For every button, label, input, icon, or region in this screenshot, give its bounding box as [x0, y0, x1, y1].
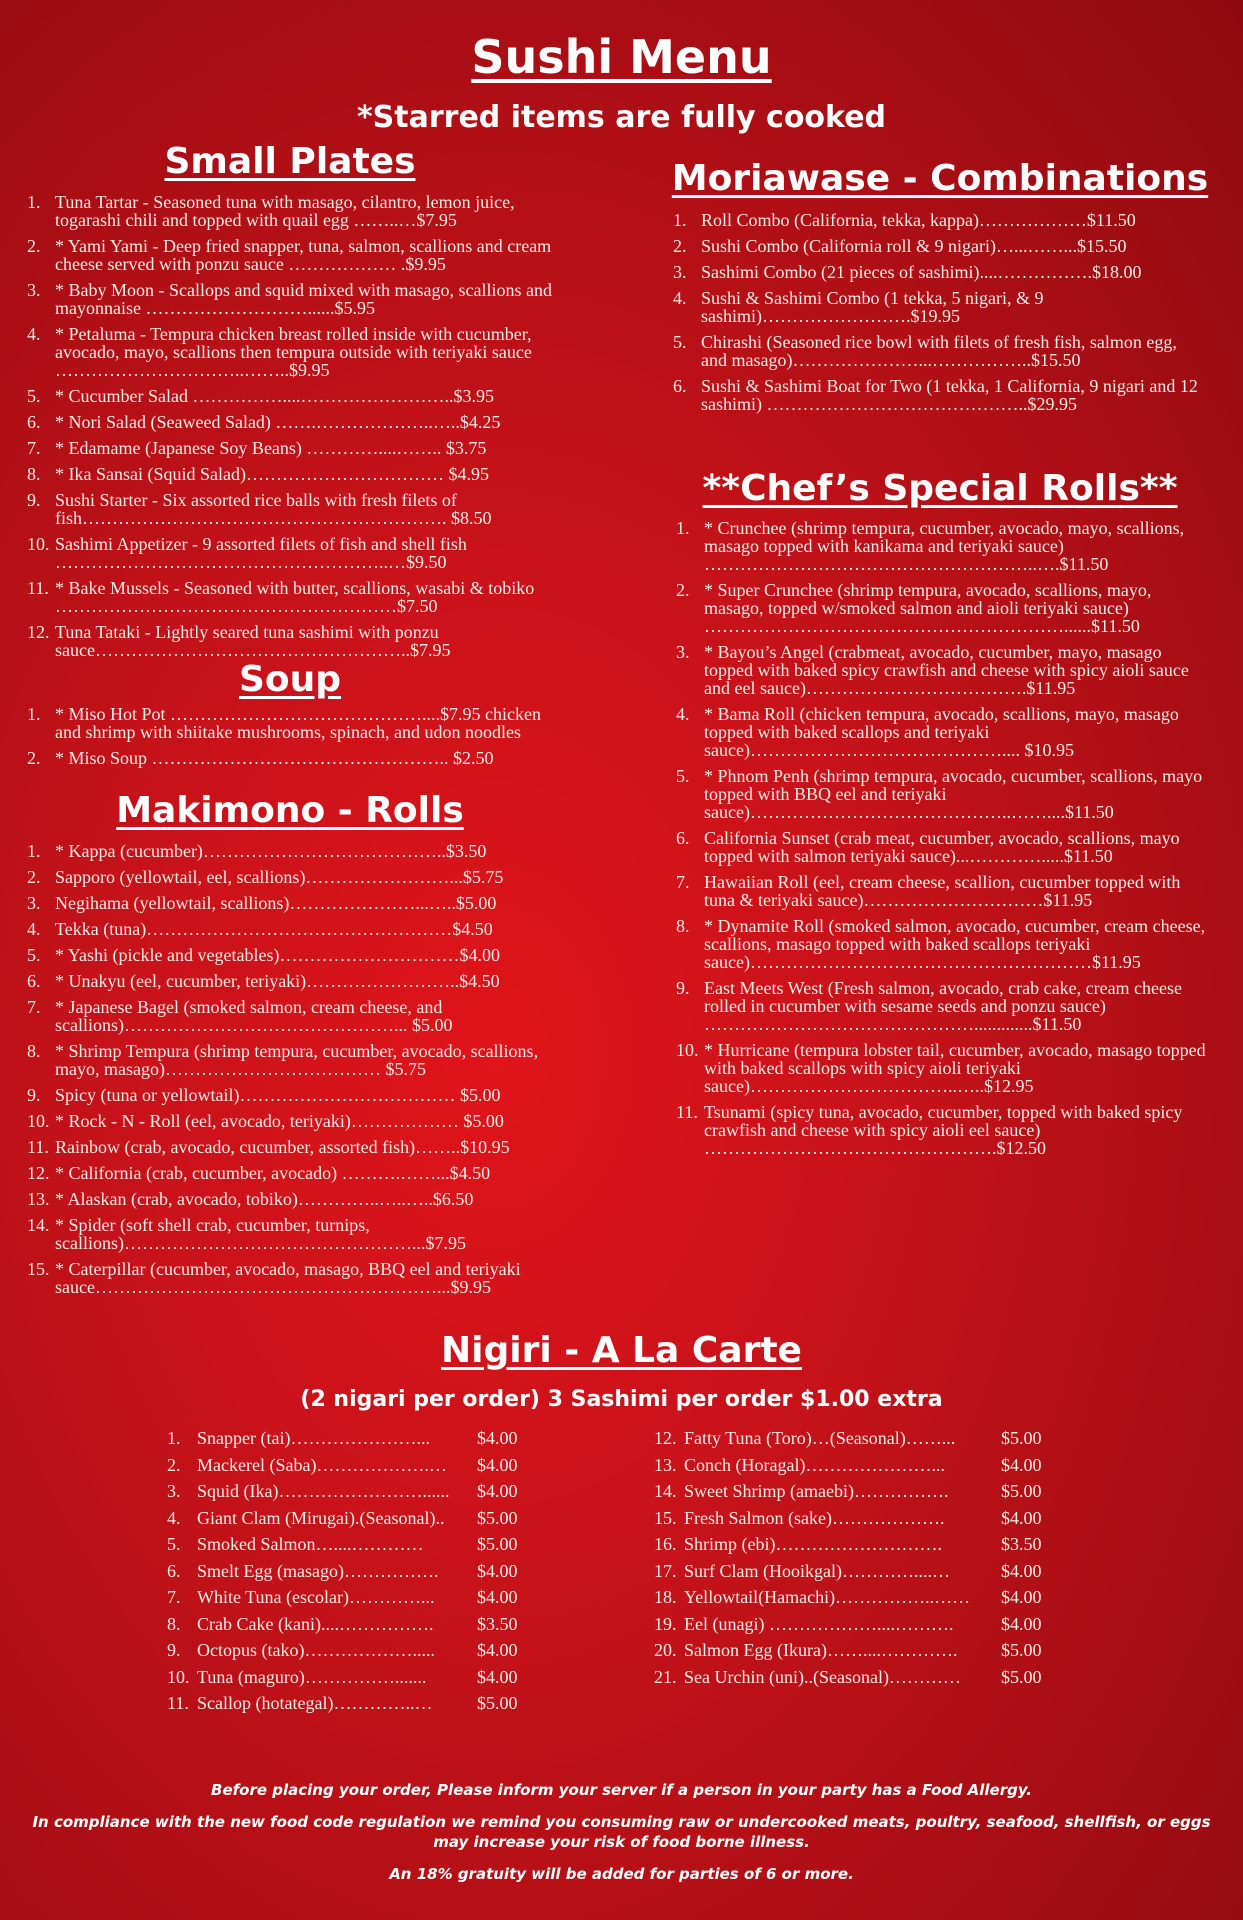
item-price: $4.00	[477, 1481, 518, 1501]
item-name: Salmon Egg (Ikura)……....………….	[684, 1640, 958, 1660]
item-number: 7.	[167, 1587, 181, 1607]
item-text: Sushi & Sashimi Combo (1 tekka, 5 nigari, & 9 sashimi)…………………….$19.95	[701, 288, 1044, 326]
item-number: 9.	[27, 490, 41, 510]
item-number: 12.	[27, 1163, 50, 1183]
item-number: 1.	[673, 210, 687, 230]
menu-subtitle: *Starred items are fully cooked	[356, 100, 887, 135]
item-number: 4.	[167, 1507, 181, 1528]
item-text: * Nori Salad (Seaweed Salad) …….………………..…..$4.25	[55, 412, 501, 432]
item-number: 5.	[27, 386, 41, 406]
nigiri-item	[167, 1664, 537, 1691]
nigiri-item	[654, 1637, 1054, 1664]
combinations-heading: Moriawase - Combinations	[671, 158, 1209, 199]
item-text: * Miso Hot Pot ……………………………………....$7.95 chicken and shrimp with shiitake mushrooms, spinach, and udon noodles	[55, 704, 541, 742]
item-price: $4.00	[477, 1560, 518, 1581]
item-text: Roll Combo (California, tekka, kappa)………………$11.50	[701, 210, 1136, 230]
item-number: 16.	[654, 1534, 677, 1554]
item-price: $3.50	[1001, 1534, 1042, 1554]
item-text: * Baby Moon - Scallops and squid mixed with masago, scallions and mayonnaise ………………………......$5.95	[55, 280, 552, 318]
item-number: 4.	[673, 288, 687, 308]
nigiri-list-right	[654, 1425, 1054, 1690]
item-text: Negihama (yellowtail, scallions)…………………...…..$5.00	[55, 893, 497, 913]
menu-item	[27, 325, 559, 379]
menu-item	[27, 749, 559, 767]
item-number: 5.	[167, 1534, 181, 1554]
item-number: 3.	[167, 1481, 181, 1501]
item-text: Chirashi (Seasoned rice bowl with filets of fresh fish, salmon egg, and masago)…………………...……………..$15.50	[701, 332, 1177, 370]
item-number: 21.	[654, 1666, 677, 1687]
item-price: $4.00	[477, 1640, 518, 1660]
item-text: Sashimi Appetizer - 9 assorted filets of fish and shell fish ………………………………………………..…$9.50	[55, 534, 467, 572]
nigiri-item	[654, 1531, 1054, 1558]
nigiri-item	[654, 1584, 1054, 1611]
item-name: Eel (unagi) ………………....……….	[684, 1613, 954, 1634]
item-text: Sushi Starter - Six assorted rice balls with fresh filets of fish……………………………………………………. $8.50	[55, 490, 492, 528]
nigiri-item	[654, 1452, 1054, 1479]
item-number: 1.	[27, 192, 41, 212]
item-name: Mackerel (Saba)……………….…	[197, 1454, 447, 1475]
item-price: $5.00	[477, 1507, 518, 1528]
item-name: Sweet Shrimp (amaebi)…………….	[684, 1481, 949, 1501]
item-number: 15.	[654, 1507, 677, 1528]
item-number: 1.	[27, 704, 41, 724]
menu-item	[673, 377, 1206, 413]
nigiri-item	[654, 1505, 1054, 1532]
item-price: $4.00	[477, 1428, 518, 1448]
menu-item	[676, 581, 1206, 635]
item-text: * Shrimp Tempura (shrimp tempura, cucumber, avocado, scallions, mayo, masago)……………………………… $5.75	[55, 1041, 539, 1079]
item-text: Tuna Tataki - Lightly seared tuna sashimi with ponzu sauce……………………………………………..$7.95	[55, 622, 451, 660]
item-price: $4.00	[477, 1587, 518, 1607]
item-text: * Ika Sansai (Squid Salad)…………………………… $4.95	[55, 464, 489, 484]
item-number: 7.	[676, 872, 690, 892]
item-text: * Yashi (pickle and vegetables)…………………………$4.00	[55, 945, 500, 965]
item-number: 2.	[27, 867, 41, 887]
item-number: 8.	[27, 1041, 41, 1061]
item-number: 7.	[27, 997, 41, 1017]
item-number: 10.	[676, 1040, 699, 1060]
item-name: Octopus (tako)……………….....	[197, 1640, 435, 1660]
item-number: 14.	[27, 1215, 50, 1235]
menu-item	[676, 519, 1206, 573]
item-text: Tuna Tartar - Seasoned tuna with masago, cilantro, lemon juice, togarashi chili and topped with quail egg ……..…$7.95	[55, 192, 515, 230]
item-number: 12.	[27, 622, 50, 642]
item-text: * Japanese Bagel (smoked salmon, cream cheese, and scallions)………………………………………... $5.00	[55, 997, 453, 1035]
item-number: 2.	[27, 236, 41, 256]
nigiri-item	[654, 1478, 1054, 1505]
combinations-list	[673, 211, 1206, 421]
item-text: * Crunchee (shrimp tempura, cucumber, avocado, mayo, scallions, masago topped with kanikama and teriyaki sauce) ………………………………………………..….$11.50	[704, 518, 1185, 574]
item-number: 5.	[27, 945, 41, 965]
menu-item	[676, 873, 1206, 909]
item-number: 10.	[27, 1111, 50, 1131]
item-number: 9.	[676, 978, 690, 998]
menu-item	[27, 946, 559, 964]
item-text: * Dynamite Roll (smoked salmon, avocado, cucumber, cream cheese, scallions, masago topped with baked scallops teriyaki sauce)…………………………………………………$11.95	[704, 916, 1206, 972]
item-number: 5.	[676, 766, 690, 786]
menu-item	[673, 237, 1206, 255]
item-number: 2.	[27, 748, 41, 768]
item-text: * Alaskan (crab, avocado, tobiko)…………..…..…..$6.50	[55, 1189, 474, 1209]
menu-item	[673, 211, 1206, 229]
menu-item	[27, 387, 559, 405]
item-text: * California (crab, cucumber, avocado) ……….……...$4.50	[55, 1163, 491, 1183]
item-text: * Phnom Penh (shrimp tempura, avocado, cucumber, scallions, mayo topped with BBQ eel and teriyaki sauce)……………………………………..……....$11.50	[704, 766, 1203, 822]
nigiri-item	[167, 1505, 537, 1532]
nigiri-subheading: (2 nigari per order) 3 Sashimi per order $1.00 extra	[300, 1387, 943, 1412]
menu-item	[27, 1216, 559, 1252]
item-price: $4.00	[477, 1454, 518, 1475]
item-text: * Bayou’s Angel (crabmeat, avocado, cucumber, mayo, masago topped with baked spicy crawfish and cheese with spicy aioli sauce and eel sauce)……………………………….$11.95	[704, 642, 1189, 698]
nigiri-item	[167, 1425, 537, 1452]
nigiri-item	[167, 1531, 537, 1558]
item-price: $4.00	[1001, 1613, 1042, 1634]
menu-item	[27, 491, 559, 527]
item-number: 2.	[673, 236, 687, 256]
menu-item	[673, 263, 1206, 281]
menu-item	[27, 1138, 559, 1156]
item-number: 3.	[27, 893, 41, 913]
item-text: * Edamame (Japanese Soy Beans) …………....…….. $3.75	[55, 438, 487, 458]
item-number: 10.	[167, 1666, 190, 1687]
menu-item	[27, 1042, 559, 1078]
item-text: * Spider (soft shell crab, cucumber, turnips, scallions)…………………………………………...$7.95	[55, 1215, 466, 1253]
item-name: Scallop (hotategal)…………..…	[197, 1693, 433, 1713]
menu-item	[27, 1112, 559, 1130]
nigiri-item	[167, 1558, 537, 1585]
item-name: Fresh Salmon (sake)……………….	[684, 1507, 945, 1528]
menu-item	[27, 237, 559, 273]
nigiri-item	[654, 1425, 1054, 1452]
item-number: 3.	[673, 262, 687, 282]
item-text: Hawaiian Roll (eel, cream cheese, scallion, cucumber topped with tuna & teriyaki sauce)…………………………$11.95	[704, 872, 1181, 910]
nigiri-list-left	[167, 1425, 537, 1717]
item-name: Surf Clam (Hooikgal)…………....…	[684, 1560, 950, 1581]
menu-item	[27, 1260, 559, 1296]
item-number: 11.	[167, 1693, 189, 1713]
menu-item	[27, 579, 559, 615]
menu-item	[27, 1164, 559, 1182]
item-name: Smelt Egg (masago)…………….	[197, 1560, 439, 1581]
item-name: Tuna (maguro)…………….......	[197, 1666, 427, 1687]
menu-item	[676, 917, 1206, 971]
nigiri-item	[167, 1637, 537, 1664]
item-price: $4.00	[1001, 1507, 1042, 1528]
item-price: $4.00	[1001, 1560, 1042, 1581]
menu-item	[27, 1190, 559, 1208]
item-number: 2.	[167, 1454, 181, 1475]
item-text: * Yami Yami - Deep fried snapper, tuna, salmon, scallions and cream cheese served with ponzu sauce ……………… .$9.95	[55, 236, 552, 274]
small-plates-list	[27, 193, 559, 667]
menu-item	[676, 705, 1206, 759]
item-number: 6.	[676, 828, 690, 848]
item-text: * Hurricane (tempura lobster tail, cucumber, avocado, masago topped with baked scallops with spicy aioli teriyaki sauce)……………………………..…..$12.95	[704, 1040, 1206, 1096]
item-number: 8.	[27, 464, 41, 484]
menu-item	[673, 333, 1206, 369]
item-text: * Caterpillar (cucumber, avocado, masago, BBQ eel and teriyaki sauce…………………………………………………...$9.95	[55, 1259, 521, 1297]
item-price: $5.00	[477, 1534, 518, 1554]
nigiri-heading: Nigiri - A La Carte	[441, 1330, 802, 1371]
item-price: $5.00	[1001, 1481, 1042, 1501]
item-price: $5.00	[1001, 1428, 1042, 1448]
menu-item	[27, 894, 559, 912]
menu-item	[27, 998, 559, 1034]
gratuity-notice: An 18% gratuity will be added for parties of 6 or more.	[389, 1865, 854, 1883]
menu-item	[27, 1086, 559, 1104]
item-text: California Sunset (crab meat, cucumber, avocado, scallions, mayo topped with salmon teriyaki sauce)...………….....$11.50	[704, 828, 1180, 866]
item-text: East Meets West (Fresh salmon, avocado, crab cake, cream cheese rolled in cucumber with sesame seeds and ponzu sauce) ……………………………………….............$11.50	[704, 978, 1183, 1034]
item-number: 1.	[27, 841, 41, 861]
item-price: $5.00	[477, 1693, 518, 1713]
item-number: 4.	[27, 324, 41, 344]
item-number: 14.	[654, 1481, 677, 1501]
item-name: Crab Cake (kani)....…………….	[197, 1613, 434, 1634]
item-price: $4.00	[1001, 1454, 1042, 1475]
item-number: 6.	[673, 376, 687, 396]
menu-title: Sushi Menu	[471, 30, 772, 84]
menu-item	[27, 842, 559, 860]
item-number: 3.	[27, 280, 41, 300]
menu-item	[27, 623, 559, 659]
item-text: * Unakyu (eel, cucumber, teriyaki)……………………..$4.50	[55, 971, 500, 991]
item-number: 11.	[27, 578, 49, 598]
special-rolls-list	[676, 519, 1206, 1165]
item-number: 9.	[167, 1640, 181, 1660]
item-number: 8.	[167, 1613, 181, 1634]
soup-list	[27, 705, 559, 775]
item-text: * Bake Mussels - Seasoned with butter, scallions, wasabi & tobiko …………………………………………………$7.50	[55, 578, 535, 616]
item-text: Sushi & Sashimi Boat for Two (1 tekka, 1 California, 9 nigari and 12 sashimi) ……………………………………..$29.95	[701, 376, 1198, 414]
item-number: 1.	[676, 518, 690, 538]
item-text: Tsunami (spicy tuna, avocado, cucumber, topped with baked spicy crawfish and cheese with spicy aioli eel sauce) ………………………………………….$12.50	[704, 1102, 1183, 1158]
item-text: Spicy (tuna or yellowtail)……………………………… $5.00	[55, 1085, 501, 1105]
soup-heading: Soup	[238, 659, 342, 700]
item-number: 20.	[654, 1640, 677, 1660]
item-name: Conch (Horagal)…………………...	[684, 1454, 945, 1475]
menu-item	[27, 705, 559, 741]
nigiri-item	[654, 1558, 1054, 1585]
menu-item	[27, 920, 559, 938]
item-number: 11.	[676, 1102, 698, 1122]
nigiri-item	[167, 1690, 537, 1717]
item-text: Tekka (tuna)……………………………………………$4.50	[55, 919, 493, 939]
menu-item	[676, 1103, 1206, 1157]
item-text: * Miso Soup ………………………………………….. $2.50	[55, 748, 494, 768]
allergy-notice: Before placing your order, Please inform your server if a person in your party has a Food Allergy.	[211, 1781, 1032, 1799]
item-number: 4.	[27, 919, 41, 939]
item-text: Sashimi Combo (21 pieces of sashimi)....…………….$18.00	[701, 262, 1142, 282]
item-text: Sushi Combo (California roll & 9 nigari)…...……...$15.50	[701, 236, 1127, 256]
item-number: 7.	[27, 438, 41, 458]
item-number: 10.	[27, 534, 50, 554]
item-number: 3.	[676, 642, 690, 662]
item-number: 8.	[676, 916, 690, 936]
menu-item	[27, 868, 559, 886]
item-number: 6.	[27, 971, 41, 991]
item-name: Smoked Salmon…....…………	[197, 1534, 424, 1554]
item-name: Sea Urchin (uni)..(Seasonal)…………	[684, 1666, 961, 1687]
item-name: Fatty Tuna (Toro)…(Seasonal)……...	[684, 1428, 956, 1448]
item-text: * Cucumber Salad ……………....……………………..$3.95	[55, 386, 494, 406]
item-text: Sapporo (yellowtail, eel, scallions)……………………...$5.75	[55, 867, 504, 887]
item-number: 13.	[27, 1189, 50, 1209]
item-number: 9.	[27, 1085, 41, 1105]
item-name: Snapper (tai)…………………...	[197, 1428, 430, 1448]
nigiri-item	[167, 1478, 537, 1505]
menu-item	[27, 972, 559, 990]
item-number: 2.	[676, 580, 690, 600]
special-rolls-heading: **Chef’s Special Rolls**	[702, 468, 1178, 509]
item-number: 4.	[676, 704, 690, 724]
nigiri-item	[654, 1611, 1054, 1638]
menu-item	[676, 767, 1206, 821]
nigiri-item	[167, 1611, 537, 1638]
menu-item	[27, 193, 559, 229]
item-name: Giant Clam (Mirugai).(Seasonal)..	[197, 1507, 445, 1528]
item-text: Rainbow (crab, avocado, cucumber, assorted fish)……..$10.95	[55, 1137, 510, 1157]
item-name: Shrimp (ebi)……………………….	[684, 1534, 942, 1554]
menu-item	[676, 1041, 1206, 1095]
item-price: $4.00	[477, 1666, 518, 1687]
menu-item	[676, 643, 1206, 697]
item-text: * Bama Roll (chicken tempura, avocado, scallions, mayo, masago topped with baked scallops and teriyaki sauce)…………………………………….... $10.95	[704, 704, 1179, 760]
item-number: 5.	[673, 332, 687, 352]
menu-item	[27, 281, 559, 317]
menu-item	[676, 979, 1206, 1033]
menu-item	[27, 413, 559, 431]
item-number: 15.	[27, 1259, 50, 1279]
item-text: * Rock - N - Roll (eel, avocado, teriyaki)……………… $5.00	[55, 1111, 504, 1131]
item-name: Squid (Ika)……………………......	[197, 1481, 450, 1501]
nigiri-item	[167, 1452, 537, 1479]
item-text: * Kappa (cucumber)…………………………………..$3.50	[55, 841, 487, 861]
item-number: 6.	[27, 412, 41, 432]
menu-item	[673, 289, 1206, 325]
item-number: 11.	[27, 1137, 49, 1157]
food-code-notice: In compliance with the new food code regulation we remind you consuming raw or undercooked meats, poultry, seafood, shellfish, or eggs may increase your risk of food borne illness.	[32, 1813, 1211, 1851]
item-number: 19.	[654, 1613, 677, 1634]
item-number: 17.	[654, 1560, 677, 1581]
item-price: $3.50	[477, 1613, 518, 1634]
makimono-heading: Makimono - Rolls	[116, 790, 464, 831]
nigiri-item	[654, 1664, 1054, 1691]
item-text: * Super Crunchee (shrimp tempura, avocado, scallions, mayo, masago, topped w/smoked salmon and aioli teriyaki sauce) ……………………………………………………......$11.50	[704, 580, 1152, 636]
item-number: 13.	[654, 1454, 677, 1475]
item-price: $5.00	[1001, 1640, 1042, 1660]
item-name: Yellowtail(Hamachi)……………..……	[684, 1587, 971, 1607]
item-number: 18.	[654, 1587, 677, 1607]
item-number: 1.	[167, 1428, 181, 1448]
item-price: $5.00	[1001, 1666, 1042, 1687]
item-price: $4.00	[1001, 1587, 1042, 1607]
small-plates-heading: Small Plates	[164, 141, 416, 182]
nigiri-item	[167, 1584, 537, 1611]
menu-item	[27, 465, 559, 483]
item-name: White Tuna (escolar)…………...	[197, 1587, 435, 1607]
makimono-list	[27, 842, 559, 1304]
item-number: 12.	[654, 1428, 677, 1448]
menu-item	[27, 439, 559, 457]
item-number: 6.	[167, 1560, 181, 1581]
item-text: * Petaluma - Tempura chicken breast rolled inside with cucumber, avocado, mayo, scallions then tempura outside with teriyaki sauce …………………………..……..$9.95	[55, 324, 532, 380]
menu-item	[27, 535, 559, 571]
menu-item	[676, 829, 1206, 865]
